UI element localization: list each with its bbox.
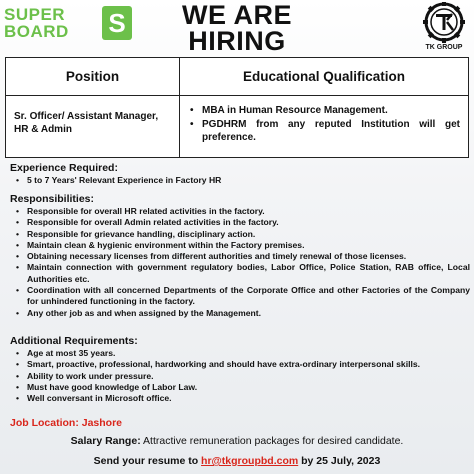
title-line2: HIRING: [188, 26, 286, 56]
position-cell: Sr. Officer/ Assistant Manager, HR & Admin: [6, 96, 180, 157]
requirements-title: Additional Requirements:: [10, 335, 138, 347]
list-item: • Responsible for grievance handling, disciplinary action.: [10, 229, 470, 240]
list-item: • Well conversant in Microsoft office.: [10, 393, 470, 404]
superboard-logo: [4, 2, 132, 42]
list-item: • Maintain clean & hygienic environment within the Factory premises.: [10, 240, 470, 251]
send-prefix: Send your resume to: [93, 455, 199, 467]
job-location: Job Location: Jashore: [10, 417, 123, 429]
requirements-section: [10, 335, 470, 404]
column-header-position: Position: [6, 58, 180, 96]
list-item: • Smart, proactive, professional, hardworking and should have extra-ordinary interpersonal skills.: [10, 359, 470, 370]
list-item: • Responsible for overall Admin related activities in the factory.: [10, 217, 470, 228]
list-item: • Obtaining necessary licenses from different authorities and timely renewal of those licenses.: [10, 251, 470, 262]
list-item: • Coordination with all concerned Departments of the Corporate Office and other Factories of the Company for unhindered functioning in the factory.: [10, 285, 470, 308]
salary-range: [0, 435, 474, 447]
email-link[interactable]: hr@tkgroupbd.com: [201, 455, 299, 467]
list-item: • Ability to work under pressure.: [10, 371, 470, 382]
position-table: [5, 57, 469, 158]
send-resume: [0, 455, 474, 467]
send-suffix: by 25 July, 2023: [301, 455, 381, 467]
header: [0, 0, 474, 56]
list-item: • Responsible for overall HR related activities in the factory.: [10, 206, 470, 217]
list-item: • Any other job as and when assigned by the Management.: [10, 308, 470, 319]
salary-text: Attractive remuneration packages for desired candidate.: [143, 435, 404, 447]
brand-mark: S: [102, 6, 132, 40]
brand-line1: SUPER: [4, 5, 66, 24]
list-item: • Maintain connection with government regulatory bodies, Labor Office, Police Station, RAB office, Local Authorities etc.: [10, 262, 470, 285]
table-row: [6, 96, 468, 157]
brand-line2: BOARD: [4, 22, 69, 41]
table-header-row: [6, 58, 468, 96]
list-item: • Age at most 35 years.: [10, 348, 470, 359]
column-header-qualification: Educational Qualification: [242, 69, 406, 84]
responsibilities-title: Responsibilities:: [10, 193, 95, 205]
tk-gear-logo-icon: [420, 2, 468, 56]
list-item: • 5 to 7 Years' Relevant Experience in Factory HR: [10, 175, 470, 186]
qualification-item: • PGDHRM from any reputed Institution will get preference.: [188, 118, 460, 144]
qualification-item: • MBA in Human Resource Management.: [188, 104, 460, 117]
responsibilities-section: [10, 193, 470, 319]
list-item: • Must have good knowledge of Labor Law.: [10, 382, 470, 393]
experience-title: Experience Required:: [10, 162, 118, 174]
qualification-cell: [180, 96, 468, 157]
experience-section: [10, 162, 470, 186]
company-label: TK GROUP: [425, 44, 463, 51]
title-line1: WE ARE: [182, 0, 292, 30]
salary-label: Salary Range:: [70, 435, 141, 447]
page-title: [118, 2, 356, 54]
